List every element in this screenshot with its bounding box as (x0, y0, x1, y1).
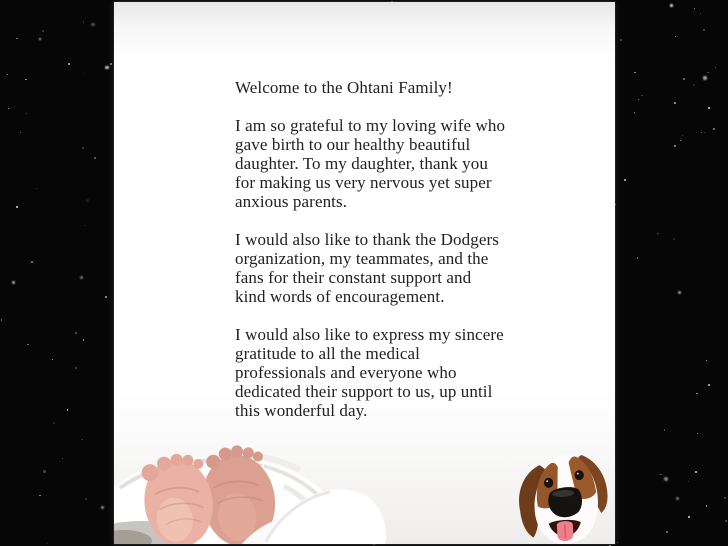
speck-dot (666, 531, 667, 532)
letter-line: dedicated their support to us, up until (235, 382, 493, 401)
speck-dot (47, 543, 48, 544)
speck-dot (703, 76, 707, 80)
letter-paragraph (235, 325, 505, 420)
speck-dot (84, 225, 85, 226)
speck-dot (696, 393, 698, 395)
speck-dot (634, 72, 635, 73)
speck-dot (16, 38, 17, 39)
letter-line: professionals and everyone who (235, 363, 457, 382)
speck-dot (703, 29, 705, 31)
dog-tongue (557, 521, 574, 542)
speck-dot (62, 458, 63, 459)
speck-dot (715, 67, 716, 68)
speck-dot (85, 498, 87, 500)
speck-dot (706, 505, 708, 507)
letter-text (235, 78, 505, 439)
letter-line: kind words of encouragement. (235, 287, 445, 306)
speck-dot (706, 360, 707, 361)
speck-dot (634, 112, 635, 113)
speck-dot (82, 147, 83, 148)
speck-dot (39, 38, 42, 41)
speck-dot (53, 422, 54, 423)
letter-heading: Welcome to the Ohtani Family! (235, 78, 453, 97)
speck-dot (373, 544, 375, 546)
speck-dot (673, 238, 675, 240)
speck-dot (68, 63, 70, 65)
speck-dot (81, 439, 83, 441)
speck-dot (725, 520, 726, 521)
letter-line: I would also like to express my sincere (235, 325, 504, 344)
speck-dot (664, 477, 668, 481)
speck-dot (8, 108, 9, 109)
speck-dot (708, 107, 710, 109)
speck-dot (676, 497, 679, 500)
speck-dot (637, 257, 638, 258)
speck-dot (36, 188, 38, 190)
speck-dot (39, 495, 40, 496)
speck-dot (94, 157, 96, 159)
letter-paragraphs (235, 116, 505, 420)
speck-dot (678, 291, 681, 294)
speck-dot (724, 497, 726, 499)
speck-dot (75, 332, 77, 334)
speck-dot (84, 73, 85, 74)
speck-dot (638, 99, 639, 100)
speck-dot (105, 66, 109, 70)
speck-dot (682, 135, 684, 137)
speck-dot (713, 128, 715, 130)
speck-dot (25, 79, 26, 80)
speck-dot (110, 63, 112, 65)
speck-dot (620, 39, 622, 41)
letter-line: organization, my teammates, and the (235, 249, 489, 268)
speck-dot (27, 344, 29, 346)
speck-dot (680, 140, 682, 142)
letter-line: fans for their constant support and (235, 268, 472, 287)
speck-dot (694, 8, 695, 9)
baby-feet-illustration (114, 426, 444, 544)
speck-dot (31, 261, 33, 263)
speck-dot (83, 339, 84, 340)
letter-line: anxious parents. (235, 192, 348, 211)
speck-dot (657, 233, 659, 235)
speck-dot (683, 78, 685, 80)
speck-dot (615, 204, 616, 205)
letter-line: gave birth to our healthy beautiful (235, 135, 471, 154)
speck-dot (675, 36, 676, 37)
speck-dot (1, 319, 3, 321)
speck-dot (704, 132, 705, 133)
speck-dot (641, 95, 643, 97)
speck-dot (695, 471, 697, 473)
letter-line: for making us very nervous yet super (235, 173, 492, 192)
speck-dot (693, 84, 695, 86)
dog-illustration (511, 430, 615, 544)
speck-dot (697, 433, 698, 434)
speck-dot (26, 113, 27, 114)
speck-dot (624, 179, 626, 181)
speck-dot (674, 145, 676, 147)
letter-line: gratitude to all the medical (235, 344, 421, 363)
baby-feet-photo (114, 426, 444, 544)
speck-dot (80, 276, 83, 279)
speck-dot (43, 470, 45, 472)
speck-dot (688, 516, 690, 518)
speck-dot (52, 359, 53, 360)
letter-line: this wonderful day. (235, 401, 368, 420)
speck-dot (20, 132, 21, 133)
speck-dot (91, 23, 94, 26)
speck-dot (617, 542, 618, 543)
speck-dot (16, 206, 18, 208)
speck-dot (701, 132, 702, 133)
speck-dot (664, 429, 666, 431)
letter-line: I would also like to thank the Dodgers (235, 230, 499, 249)
speck-dot (660, 474, 662, 476)
letter-paragraph (235, 230, 505, 306)
letter-line: I am so grateful to my loving wife who (235, 116, 506, 135)
letter-line: daughter. To my daughter, thank you (235, 154, 488, 173)
speck-dot (12, 281, 15, 284)
letter-card (114, 2, 615, 544)
speck-dot (101, 506, 104, 509)
speck-dot (674, 102, 676, 104)
speck-dot (42, 30, 44, 32)
speck-dot (688, 481, 689, 482)
speck-dot (105, 296, 107, 298)
speck-dot (670, 4, 673, 7)
speck-dot (75, 367, 77, 369)
letter-paragraph (235, 116, 505, 211)
speck-dot (707, 72, 708, 73)
speck-dot (86, 199, 89, 202)
speck-dot (708, 384, 710, 386)
speck-dot (7, 74, 8, 75)
speck-dot (83, 21, 84, 22)
dog-photo (511, 430, 615, 544)
speck-dot (67, 409, 69, 411)
speck-dot (700, 13, 701, 14)
